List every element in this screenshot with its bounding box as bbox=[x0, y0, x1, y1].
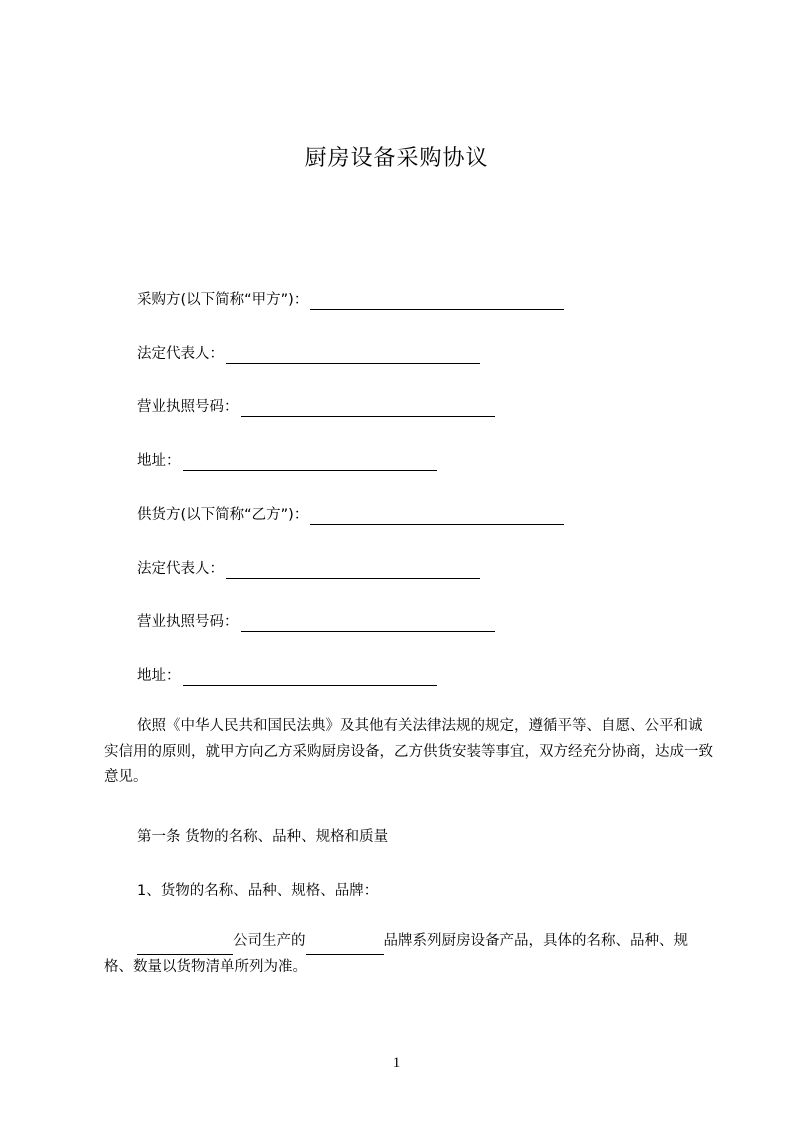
buyer-name-field bbox=[137, 290, 564, 310]
field-label: 供货方(以下简称“乙方”)： bbox=[137, 507, 309, 523]
field-label: 采购方(以下简称“甲方”)： bbox=[137, 292, 309, 308]
article-1-title: 第一条 货物的名称、品种、规格和质量 bbox=[137, 829, 389, 845]
blank-line[interactable] bbox=[241, 401, 495, 417]
field-label: 营业执照号码： bbox=[137, 614, 239, 630]
blank-line[interactable] bbox=[310, 294, 564, 310]
blank-line[interactable] bbox=[310, 509, 564, 525]
buyer-legal-rep-field bbox=[137, 344, 480, 364]
supplier-address-field bbox=[137, 666, 437, 686]
preamble-paragraph bbox=[104, 714, 716, 791]
supplier-name-field bbox=[137, 505, 564, 525]
supplier-legal-rep-field bbox=[137, 559, 480, 579]
buyer-license-field bbox=[137, 397, 495, 417]
field-label: 营业执照号码： bbox=[137, 399, 239, 415]
document-title: 厨房设备采购协议 bbox=[304, 146, 489, 171]
supplier-license-field bbox=[137, 612, 495, 632]
preamble-text: 依照《中华人民共和国民法典》及其他有关法律法规的规定，遵循平等、自愿、公平和诚实信用的原则，就甲方向乙方采购厨房设备，乙方供货安装等事宜，双方经充分协商，达成一致意见。 bbox=[104, 718, 713, 785]
field-label: 地址： bbox=[137, 453, 181, 469]
item-1-text-part2: 品牌系列厨房设备产品，具体的名称、品种、规格、数量以货物清单所列为准。 bbox=[104, 933, 688, 975]
field-label: 地址： bbox=[137, 668, 181, 684]
item-1-title: 1、货物的名称、品种、规格、品牌： bbox=[137, 883, 379, 899]
blank-line[interactable] bbox=[183, 670, 437, 686]
blank-line[interactable] bbox=[183, 455, 437, 471]
item-1-paragraph bbox=[104, 929, 716, 980]
brand-blank-line[interactable] bbox=[306, 939, 384, 955]
item-1-text-part1: 公司生产的 bbox=[233, 933, 306, 949]
buyer-address-field bbox=[137, 451, 437, 471]
page-number: 1 bbox=[392, 1055, 401, 1071]
blank-line[interactable] bbox=[226, 563, 480, 579]
field-label: 法定代表人： bbox=[137, 561, 224, 577]
field-label: 法定代表人： bbox=[137, 346, 224, 362]
company-blank-line[interactable] bbox=[137, 939, 233, 955]
blank-line[interactable] bbox=[226, 348, 480, 364]
blank-line[interactable] bbox=[241, 616, 495, 632]
